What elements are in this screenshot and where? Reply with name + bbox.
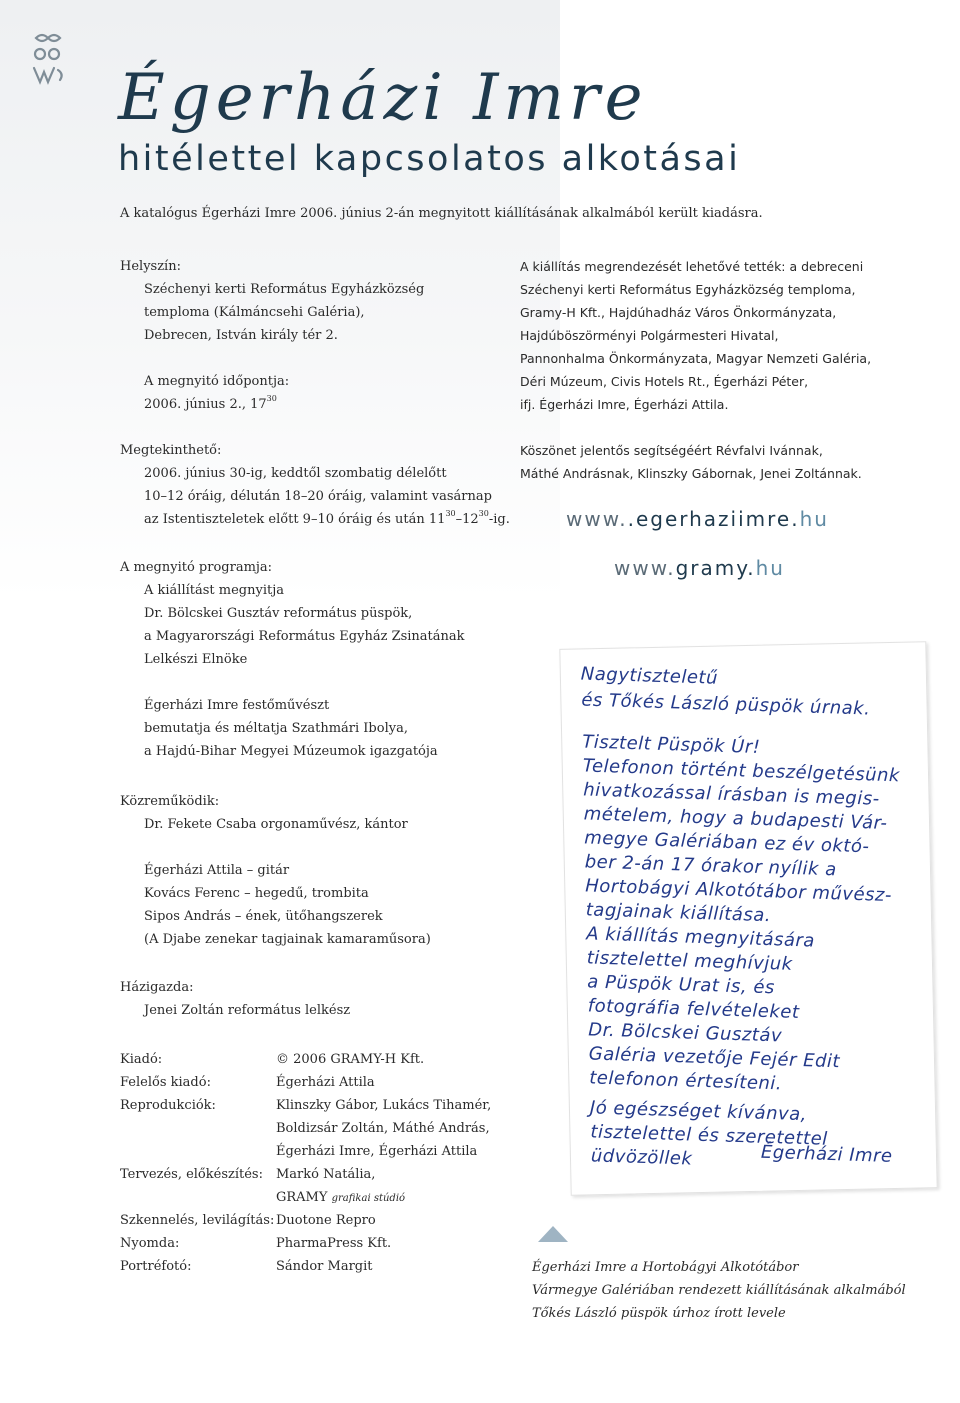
opening-date	[120, 393, 424, 417]
gratitude-section	[520, 439, 862, 485]
credits-value: PharmaPress Kft.	[276, 1236, 392, 1251]
credits-value: Égerházi Imre, Égerházi Attila	[276, 1144, 478, 1159]
program-line: Lelkészi Elnöke	[144, 652, 248, 667]
program-line: A kiállítást megnyitja	[144, 583, 285, 598]
letter-line: Jó egészséget kívánva,	[589, 1097, 808, 1126]
letter-line: mételem, hogy a budapesti Vár-	[583, 803, 888, 834]
credits-key	[120, 1117, 276, 1140]
supporters-line: Déri Múzeum, Civis Hotels Rt., Égerházi Péter,	[520, 374, 809, 389]
visit-line-part: az Istentiszteletek előtt 9–10 óráig és után 11	[144, 512, 446, 527]
letter-line: üdvözöllek	[590, 1145, 693, 1170]
credits-value-main: GRAMY	[276, 1190, 328, 1205]
program-section	[120, 556, 465, 763]
letter-line: Nagytiszteletű	[580, 663, 719, 689]
credits-value: Sándor Margit	[276, 1259, 373, 1274]
program-line: a Magyarországi Református Egyház Zsinatának	[144, 629, 465, 644]
letter-line: Telefonon történt beszélgetésünk	[582, 755, 901, 787]
credits-value-small: grafikai stúdió	[331, 1193, 406, 1204]
program-line: Dr. Bölcskei Gusztáv református püspök,	[144, 606, 413, 621]
opening-heading: A megnyitó időpontja:	[144, 374, 290, 389]
credits-key	[120, 1186, 276, 1209]
host-line: Jenei Zoltán református lelkész	[144, 1003, 351, 1018]
letter-line: ber 2-án 17 órakor nyílik a	[584, 851, 838, 881]
caption-line: Vármegye Galériában rendezett kiállításának alkalmából	[532, 1283, 906, 1298]
credits-table	[120, 1048, 491, 1278]
opening-date-text: 2006. június 2., 17	[144, 397, 267, 412]
credits-value: © 2006 GRAMY-H Kft.	[276, 1052, 425, 1067]
visit-line-part: -ig.	[488, 512, 510, 527]
credits-value	[276, 1186, 405, 1209]
letter-line: tisztelettel meghívjuk	[586, 947, 793, 975]
website-link-egerhaziimre[interactable]	[566, 507, 829, 531]
handwritten-letter	[559, 641, 937, 1196]
visit-sup: 30	[478, 509, 489, 518]
visit-line-part: –12	[455, 512, 479, 527]
url-part: .egerhaziimre.	[627, 507, 800, 531]
credits-value: Markó Natália,	[276, 1167, 376, 1182]
program-line: a Hajdú-Bihar Megyei Múzeumok igazgatója	[144, 744, 438, 759]
letter-line: Tisztelt Püspök Úr!	[581, 731, 761, 759]
credits-row	[120, 1071, 491, 1094]
letter-line: telefonon értesíteni.	[588, 1067, 783, 1095]
venue-line: temploma (Kálmáncsehi Galéria),	[144, 305, 365, 320]
page-title: Égerházi Imre	[118, 61, 648, 135]
letter-line: Dr. Bölcskei Gusztáv	[587, 1019, 783, 1047]
url-part: hu	[799, 507, 829, 531]
host-heading: Házigazda:	[120, 980, 194, 995]
supporters-line: Pannonhalma Önkormányzata, Magyar Nemzeti Galéria,	[520, 351, 872, 366]
credits-key: Reprodukciók:	[120, 1098, 216, 1113]
credits-value: Égerházi Attila	[276, 1075, 375, 1090]
supporters-section	[520, 255, 871, 416]
credits-row	[120, 1094, 491, 1117]
credits-row	[120, 1163, 491, 1186]
credits-key: Szkennelés, levilágítás:	[120, 1213, 275, 1228]
url-part: www.	[614, 556, 676, 580]
venue-line: Széchenyi kerti Református Egyházközség	[144, 282, 425, 297]
supporters-line: Gramy-H Kft., Hajdúhadház Város Önkormányzata,	[520, 305, 837, 320]
gratitude-line: Köszönet jelentős segítségéért Révfalvi Ivánnak,	[520, 443, 823, 458]
letter-line: a Püspök Urat is, és	[586, 971, 776, 999]
letter-line: megye Galériában ez év októ-	[583, 827, 870, 858]
visit-line: 10–12 óráig, délután 18–20 óráig, valamint vasárnap	[144, 489, 492, 504]
venue-heading: Helyszín:	[120, 259, 181, 274]
credits-row	[120, 1186, 491, 1209]
credits-row	[120, 1232, 491, 1255]
credits-key: Felelős kiadó:	[120, 1075, 211, 1090]
credits-row	[120, 1255, 491, 1278]
venue-section	[120, 255, 424, 417]
credits-key: Portréfotó:	[120, 1259, 192, 1274]
contrib-heading: Közreműködik:	[120, 794, 220, 809]
contrib-line: (A Djabe zenekar tagjainak kamaraműsora)	[144, 932, 431, 947]
credits-key: Kiadó:	[120, 1052, 163, 1067]
credits-row	[120, 1209, 491, 1232]
credits-value: Klinszky Gábor, Lukács Tihamér,	[276, 1098, 492, 1113]
letter-line: tisztelettel és szeretettel	[590, 1121, 829, 1150]
letter-line: tagjainak kiállítása.	[585, 899, 772, 927]
visit-line	[120, 508, 510, 532]
visit-heading: Megtekinthető:	[120, 443, 222, 458]
supporters-line: ifj. Égerházi Imre, Égerházi Attila.	[520, 397, 729, 412]
url-part: hu	[755, 556, 785, 580]
letter-line: és Tőkés László püspök úrnak.	[581, 689, 871, 720]
credits-row	[120, 1048, 491, 1071]
triangle-pointer-icon	[538, 1226, 568, 1242]
letter-line: hivatkozással írásban is megis-	[582, 779, 880, 810]
supporters-line: A kiállítás megrendezését lehetővé tették: a debreceni	[520, 259, 864, 274]
credits-row	[120, 1117, 491, 1140]
supporters-line: Széchenyi kerti Református Egyházközség temploma,	[520, 282, 856, 297]
url-part: gramy.	[675, 556, 756, 580]
contrib-line: Kovács Ferenc – hegedű, trombita	[144, 886, 369, 901]
credits-row	[120, 1140, 491, 1163]
program-line: bemutatja és méltatja Szathmári Ibolya,	[144, 721, 408, 736]
credits-value: Boldizsár Zoltán, Máthé András,	[276, 1121, 490, 1136]
visit-sup: 30	[445, 509, 456, 518]
credits-value: Duotone Repro	[276, 1213, 376, 1228]
venue-line: Debrecen, István király tér 2.	[144, 328, 338, 343]
contrib-line: Dr. Fekete Csaba orgonaművész, kántor	[144, 817, 408, 832]
contrib-section	[120, 790, 431, 951]
website-link-gramy[interactable]	[614, 556, 785, 580]
letter-line: Galéria vezetője Fejér Edit	[588, 1043, 841, 1073]
credits-key: Tervezés, előkészítés:	[120, 1167, 263, 1182]
credits-key	[120, 1140, 276, 1163]
visit-section	[120, 439, 510, 532]
url-part: www.	[566, 507, 628, 531]
caption-line: Tőkés László püspök úrhoz írott levele	[532, 1306, 786, 1321]
intro-text: A katalógus Égerházi Imre 2006. június 2-án megnyitott kiállításának alkalmából került kiadásra.	[120, 206, 763, 221]
program-heading: A megnyitó programja:	[120, 560, 273, 575]
letter-line: Hortobágyi Alkotótábor művész-	[584, 875, 893, 907]
page-subtitle: hitélettel kapcsolatos alkotásai	[118, 139, 741, 179]
letter-line: A kiállítás megnyitására	[585, 923, 816, 952]
contrib-line: Égerházi Attila – gitár	[144, 863, 290, 878]
program-line: Égerházi Imre festőművészt	[144, 698, 330, 713]
contrib-line: Sipos András – ének, ütőhangszerek	[144, 909, 383, 924]
visit-line: 2006. június 30-ig, keddtől szombatig délelőtt	[144, 466, 447, 481]
gratitude-line: Máthé Andrásnak, Klinszky Gábornak, Jenei Zoltánnak.	[520, 466, 862, 481]
supporters-line: Hajdúböszörményi Polgármesteri Hivatal,	[520, 328, 779, 343]
host-section	[120, 976, 350, 1022]
letter-signature: Égerházi Imre	[760, 1141, 893, 1167]
caption-line: Égerházi Imre a Hortobágyi Alkotótábor	[532, 1260, 799, 1275]
letter-line: fotográfia felvételeket	[587, 995, 800, 1024]
letter-caption	[532, 1256, 906, 1325]
ornament-icon	[28, 30, 68, 90]
opening-time-sup: 30	[266, 394, 277, 403]
credits-key: Nyomda:	[120, 1236, 180, 1251]
